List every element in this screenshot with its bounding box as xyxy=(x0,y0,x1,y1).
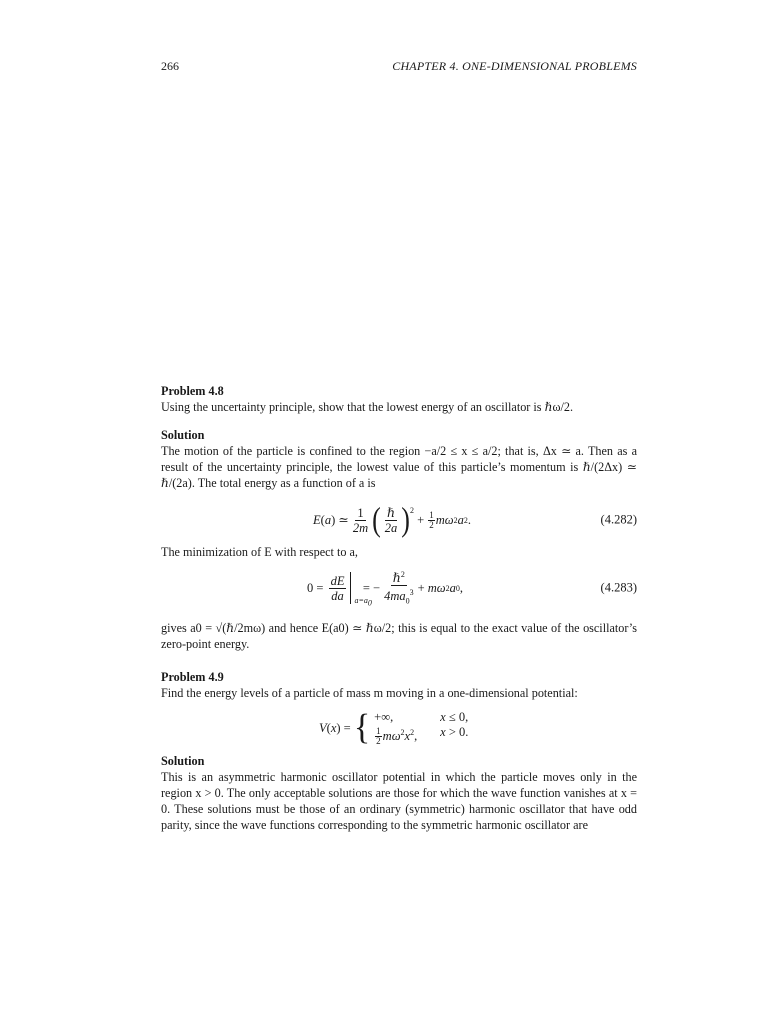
equation-4-283-body: 0 = $\frac{dE}{da}$ $a=a_0$ = − $\frac{\hbar^2}{4ma_0^3}$ + mω 2 a 0 , xyxy=(307,569,464,608)
conclusion-text: gives a0 = √(ℏ/2mω) and hence E(a0) ≃ ℏω/2; this is equal to the exact value of the oscillator’s zero-point energy. xyxy=(161,621,637,651)
equation-4-282 xyxy=(161,498,637,542)
equation-4-282-number: (4.282) xyxy=(600,512,637,527)
problem-4-9-title: Problem 4.9 xyxy=(161,670,224,684)
equation-4-283 xyxy=(161,566,637,610)
problem-4-9-statement: Find the energy levels of a particle of mass m moving in a one-dimensional potential: xyxy=(161,686,578,700)
problem-4-9 xyxy=(161,669,637,701)
page xyxy=(161,0,637,1024)
chapter-title: CHAPTER 4. ONE-DIMENSIONAL PROBLEMS xyxy=(392,59,637,73)
problem-4-8-solution-label: Solution xyxy=(161,428,205,442)
problem-4-8 xyxy=(161,383,637,415)
problem-4-8-solution-text: The motion of the particle is confined to the region −a/2 ≤ x ≤ a/2; that is, Δx ≃ a. Then as a result of the uncertainty principle, the lowest value of this particle’s momentum is ℏ/(2Δx) ≃ ℏ/(2a). The total energy as a function of a is xyxy=(161,444,637,490)
equation-4-282-body: E ( a ) ≃ $\frac{1}{2m}$ ( $\frac{\text{ℏ}}{2a}$ ) $^2$ + $\frac{1}{2}$ mω 2 a 2 . xyxy=(313,500,472,539)
page-number: 266 xyxy=(161,59,179,73)
minimization-text: The minimization of E with respect to a, xyxy=(161,545,358,559)
problem-4-8-statement: Using the uncertainty principle, show that the lowest energy of an oscillator is ℏω/2. xyxy=(161,400,573,414)
problem-4-8-title: Problem 4.8 xyxy=(161,384,224,398)
problem-4-9-solution-text: This is an asymmetric harmonic oscillator potential in which the particle moves only in the region x > 0. The only acceptable solutions are those for which the wave function vanishes at x = 0. These solutions must be those of an ordinary (symmetric) harmonic oscillator that have odd parity, since the wave functions corresponding to the symmetric harmonic oscillator are xyxy=(161,770,637,832)
problem-4-9-solution-label: Solution xyxy=(161,754,205,768)
problem-4-8-solution xyxy=(161,427,637,491)
potential-equation xyxy=(161,706,637,750)
problem-4-9-solution xyxy=(161,753,637,833)
equation-4-283-number: (4.283) xyxy=(600,580,637,595)
potential-equation-body: V ( x ) = { +∞, x ≤ 0, $\frac{1}{2}$ $m\omega^2x^2$, x > 0. xyxy=(319,708,469,747)
